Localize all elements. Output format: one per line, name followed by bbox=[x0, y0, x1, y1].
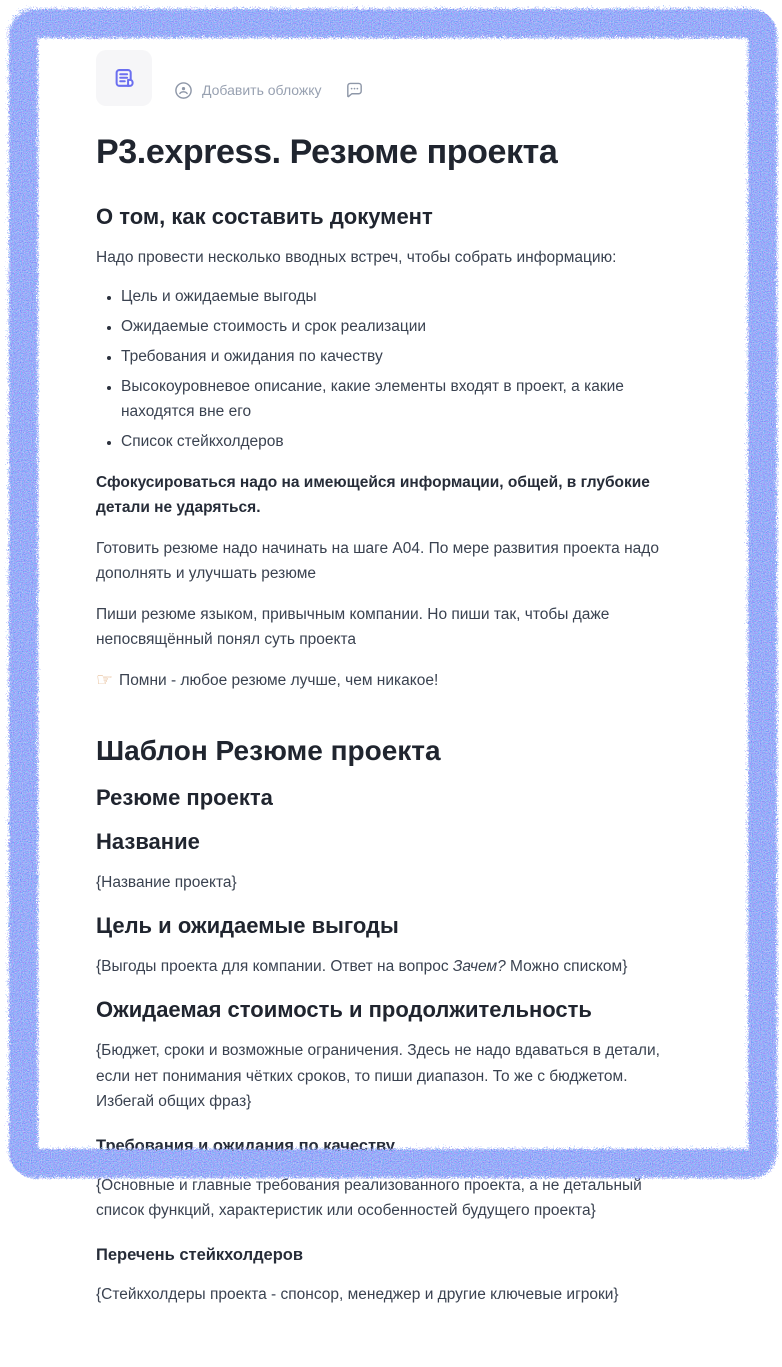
about-note bbox=[96, 668, 688, 694]
name-placeholder: {Название проекта} bbox=[96, 874, 237, 892]
add-cover-label: Добавить обложку bbox=[202, 82, 322, 98]
document-page bbox=[36, 36, 746, 1303]
goal-placeholder bbox=[96, 954, 688, 980]
template-heading: Шаблон Резюме проекта bbox=[96, 735, 441, 767]
add-cover-button[interactable] bbox=[174, 81, 322, 100]
document-icon bbox=[111, 65, 138, 92]
goal-text-before: {Выгоды проекта для компании. Ответ на вопрос bbox=[96, 958, 453, 976]
page-toolbar bbox=[96, 50, 688, 106]
about-para-language: Пиши резюме языком, привычным компании. Но пиши так, чтобы даже непосвящённый понял суть проекта bbox=[96, 605, 610, 649]
about-para-prepare: Готовить резюме надо начинать на шаге A04. По мере развития проекта надо дополнять и улучшать резюме bbox=[96, 539, 659, 583]
about-emphasis: Сфокусироваться надо на имеющейся информации, общей, в глубокие детали не ударяться. bbox=[96, 473, 650, 517]
stakeholders-heading: Перечень стейкхолдеров bbox=[96, 1245, 304, 1264]
list-item: • Список стейкхолдеров bbox=[121, 429, 688, 455]
list-item: • Ожидаемые стоимость и срок реализации bbox=[121, 314, 688, 340]
stakeholders-placeholder: {Стейкхолдеры проекта - спонсор, менеджер и другие ключевые игроки} bbox=[96, 1285, 619, 1303]
list-item: • Высокоуровневое описание, какие элементы входят в проект, а какие находятся вне его bbox=[121, 374, 688, 425]
comments-button[interactable] bbox=[344, 80, 365, 101]
template-subheading: Резюме проекта bbox=[96, 785, 273, 811]
comment-icon bbox=[344, 80, 365, 101]
page-icon-button[interactable] bbox=[96, 50, 152, 106]
info-bullet-list bbox=[96, 284, 688, 455]
cost-heading: Ожидаемая стоимость и продолжительность bbox=[96, 996, 592, 1022]
about-note-text: Помни - любое резюме лучше, чем никакое! bbox=[119, 671, 439, 689]
goal-heading: Цель и ожидаемые выгоды bbox=[96, 912, 399, 938]
page-title: P3.express. Резюме проекта bbox=[96, 133, 558, 171]
document-content bbox=[36, 36, 746, 1367]
image-circle-icon bbox=[174, 81, 193, 100]
pointing-finger-emoji: ☞ bbox=[96, 669, 114, 691]
quality-placeholder: {Основные и главные требования реализованного проекта, а не детальный список функций, характеристик или особенностей будущего проекта} bbox=[96, 1176, 642, 1220]
goal-text-italic: Зачем? bbox=[452, 958, 506, 976]
goal-text-after: Можно списком} bbox=[505, 958, 628, 976]
list-item: • Цель и ожидаемые выгоды bbox=[121, 284, 688, 310]
about-intro: Надо провести несколько вводных встреч, чтобы собрать информацию: bbox=[96, 249, 617, 267]
about-heading: О том, как составить документ bbox=[96, 203, 433, 229]
cost-placeholder: {Бюджет, сроки и возможные ограничения. Здесь не надо вдаваться в детали, если нет понимания чётких сроков, то пиши диапазон. То же с бюджетом. Избегай общих фраз} bbox=[96, 1042, 660, 1111]
quality-heading: Требования и ожидания по качеству bbox=[96, 1136, 395, 1155]
list-item: • Требования и ожидания по качеству bbox=[121, 344, 688, 370]
name-heading: Название bbox=[96, 828, 200, 854]
